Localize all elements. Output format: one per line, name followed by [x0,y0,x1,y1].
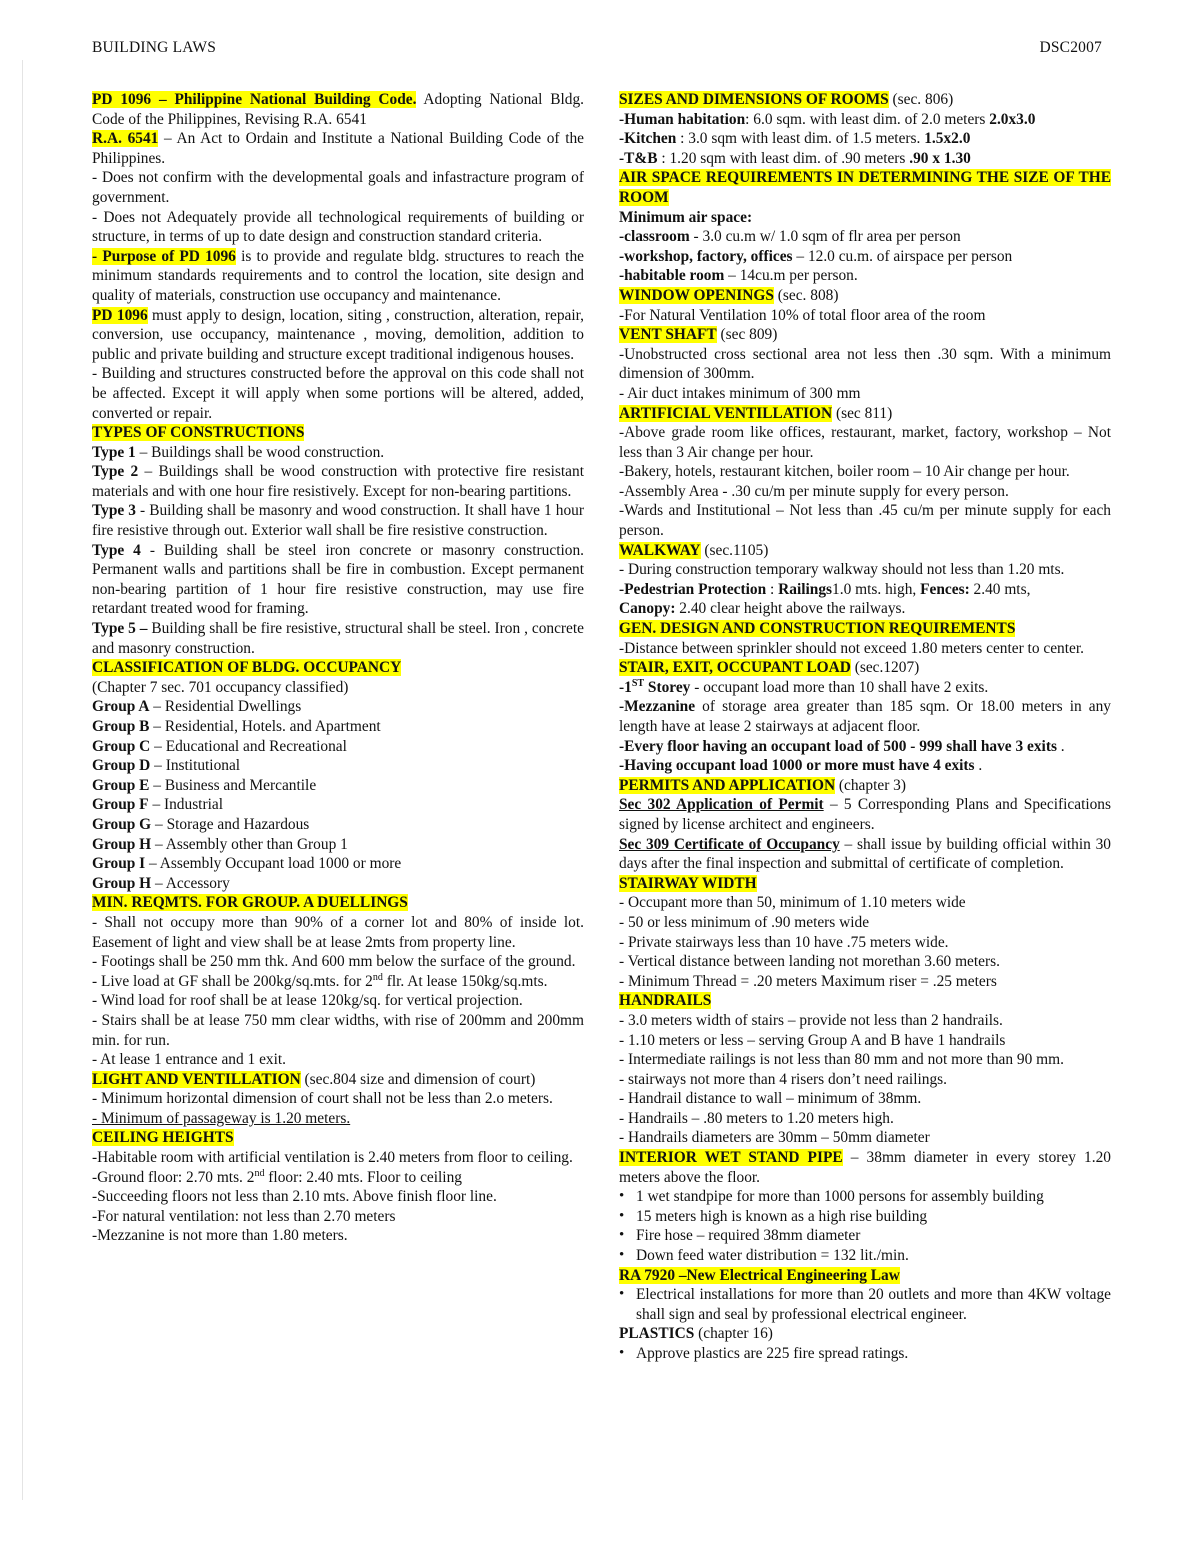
perm-2: Sec 309 Certificate of Occupancy – shall issue by building official within 30 days after the final inspection and submittal of certificate of completion. [619,835,1111,873]
min-heading: MIN. REQMTS. FOR GROUP. A DUELLINGS [92,894,408,912]
walk-1: - During construction temporary walkway should not less than 1.20 mts. [619,561,1065,579]
walk-2: -Pedestrian Protection : Railings1.0 mts. high, Fences: 2.40 mts, [619,580,1031,598]
sw-item: - Occupant more than 50, minimum of 1.10 meters wide [619,894,966,912]
group-item: Group H – Accessory [92,874,230,892]
ceil-3: -Succeeding floors not less than 2.10 mts. Above finish floor line. [92,1188,497,1206]
pd-title: PD 1096 – Philippine National Building Code. [92,91,417,108]
walk-heading: WALKWAY [619,541,701,559]
air-min: Minimum air space: [619,208,753,226]
dash-1: - Does not confirm with the developmental goals and infastracture program of government. [92,169,584,206]
pd-apply: PD 1096 must apply to design, location, siting , construction, alteration, repair, conversion, use occupancy, maintenance , moving, demolition, addition to public and private building and structure except traditional indigenous houses. [92,306,584,363]
list-item: • Approve plastics are 225 fire spread ratings. [636,1344,1111,1364]
min-2: - Footings shall be 250 mm thk. And 600 mm below the surface of the ground. [92,953,576,971]
air-heading: AIR SPACE REQUIREMENTS IN DETERMINING THE SIZE OF THE ROOM [619,169,1111,206]
kitchen-row: -Kitchen : 3.0 sqm with least dim. of 1.5 meters. 1.5x2.0 [619,130,971,148]
pd-intro: PD 1096 – Philippine National Building Code. Adopting National Bldg. Code of the Philippines, Revising R.A. 6541 [92,91,584,128]
art-2: -Bakery, hotels, restaurant kitchen, boiler room – 10 Air change per hour. [619,463,1070,481]
art-3: -Assembly Area - .30 cu/m per minute supply for every person. [619,482,1009,500]
type-item: Type 5 – Building shall be fire resistive, structural shall be steel. Iron , concrete and masonry construction. [92,620,584,657]
hr-item: - 1.10 meters or less – serving Group A and B have 1 handrails [619,1031,1006,1049]
stair-1: -1ST Storey - occupant load more than 10 shall have 2 exits. [619,677,989,696]
sizes-block: SIZES AND DIMENSIONS OF ROOMS (sec. 806) [619,91,954,108]
hr-item: - Handrail distance to wall – minimum of 38mm. [619,1090,922,1108]
gen-heading: GEN. DESIGN AND CONSTRUCTION REQUIREMENTS [619,620,1016,638]
vent-heading: VENT SHAFT [619,326,717,344]
ceil-5: -Mezzanine is not more than 1.80 meters. [92,1227,348,1245]
sw-item: - Vertical distance between landing not morethan 3.60 meters. [619,953,1000,971]
group-item: Group D – Institutional [92,757,241,775]
type-item: Type 1 – Buildings shall be wood construction. [92,443,385,461]
sw-item: - Private stairways less than 10 have .75 meters wide. [619,933,949,951]
air-1: -classroom - 3.0 cu.m w/ 1.0 sqm of flr area per person [619,228,961,246]
win-heading: WINDOW OPENINGS [619,286,774,304]
hr-item: - Intermediate railings is not less than 80 mm and not more than 90 mm. [619,1051,1064,1069]
list-item: • 1 wet standpipe for more than 1000 persons for assembly building [636,1187,1111,1207]
walk-block: WALKWAY (sec.1105) [619,541,769,559]
art-block: ARTIFICIAL VENTILLATION (sec 811) [619,404,893,422]
light-heading: LIGHT AND VENTILLATION [92,1070,301,1088]
dash-2: - Does not Adequately provide all technological requirements of building or structure, in terms of up to date design and construction standard criteria. [92,208,584,246]
hr-item: - Handrails diameters are 30mm – 50mm diameter [619,1129,930,1147]
right-column [619,90,1111,1364]
iw-list [619,1187,1111,1265]
light-block: LIGHT AND VENTILLATION (sec.804 size and dimension of court) [92,1070,536,1088]
vent-block: VENT SHAFT (sec 809) [619,326,778,344]
human-row: -Human habitation: 6.0 sqm. with least dim. of 2.0 meters 2.0x3.0 [619,110,1036,128]
ra-intro: R.A. 6541 – An Act to Ordain and Institute a National Building Code of the Philippines. [92,130,584,167]
ra-heading: RA 7920 –New Electrical Engineering Law [619,1266,900,1284]
plastics-heading: PLASTICS [619,1325,695,1343]
min-1: - Shall not occupy more than 90% of a corner lot and 80% of inside lot. Easement of light and view shall be at lease 2mts from property line. [92,913,584,951]
ra-list [619,1285,1111,1324]
list-item: • Fire hose – required 38mm diameter [636,1226,1111,1246]
ra-label: R.A. 6541 [92,130,159,148]
win-1: -For Natural Ventilation 10% of total floor area of the room [619,306,986,324]
ceil-2: -Ground floor: 2.70 mts. 2nd floor: 2.40 mts. Floor to ceiling [92,1167,462,1186]
vent-1: -Unobstructed cross sectional area not less then .30 sqm. With a minimum dimension of 300mm. [619,345,1111,383]
light-1: - Minimum horizontal dimension of court shall not be less than 2.o meters. [92,1090,553,1108]
page-edge-line [22,60,23,1500]
gen-1: -Distance between sprinkler should not exceed 1.80 meters center to center. [619,639,1084,657]
type-item: Type 3 - Building shall be masonry and wood construction. It shall have 1 hour fire resistive through out. Exterior wall shall be fire resistive construction. [92,502,584,540]
group-item: Group C – Educational and Recreational [92,737,347,755]
min-3: - Live load at GF shall be 200kg/sq.mts. for 2nd flr. At lease 150kg/sq.mts. [92,971,548,990]
vent-2: - Air duct intakes minimum of 300 mm [619,384,861,402]
light-2: - Minimum of passageway is 1.20 meters. [92,1109,351,1127]
list-item: • 15 meters high is known as a high rise building [636,1207,1111,1227]
sizes-heading: SIZES AND DIMENSIONS OF ROOMS [619,91,889,108]
art-heading: ARTIFICIAL VENTILLATION [619,404,833,422]
walk-3: Canopy: 2.40 clear height above the railways. [619,600,906,618]
perm-heading: PERMITS AND APPLICATION [619,776,836,794]
class-sub: (Chapter 7 sec. 701 occupancy classified) [92,678,349,696]
art-1: -Above grade room like offices, restaurant, market, factory, workshop – Not less than 3 Air change per hour. [619,424,1111,461]
art-4: -Wards and Institutional – Not less than .45 cu/m per minute supply for each person. [619,502,1111,540]
tb-row: -T&B : 1.20 sqm with least dim. of .90 meters .90 x 1.30 [619,149,971,167]
hr-item: - Handrails – .80 meters to 1.20 meters high. [619,1109,894,1127]
stair-heading: STAIR, EXIT, OCCUPANT LOAD [619,659,851,677]
stair-4: -Having occupant load 1000 or more must have 4 exits . [619,757,983,775]
hr-heading: HANDRAILS [619,992,712,1010]
group-item: Group F – Industrial [92,796,223,814]
class-heading: CLASSIFICATION OF BLDG. OCCUPANCY [92,659,402,677]
group-item: Group I – Assembly Occupant load 1000 or more [92,855,402,873]
sw-heading: STAIRWAY WIDTH [619,874,757,892]
header-left: BUILDING LAWS [92,39,217,56]
group-item: Group G – Storage and Hazardous [92,815,310,833]
win-block: WINDOW OPENINGS (sec. 808) [619,286,839,304]
perm-1: Sec 302 Application of Permit – 5 Corresponding Plans and Specifications signed by license architect and engineers. [619,796,1111,833]
plastics-list [619,1344,1111,1364]
hr-item: - 3.0 meters width of stairs – provide not less than 2 handrails. [619,1011,1003,1029]
ceil-heading: CEILING HEIGHTS [92,1129,234,1147]
group-item: Group H – Assembly other than Group 1 [92,835,348,853]
dash-3: - Building and structures constructed before the approval on this code shall not be affected. Except it will apply when some portions will be altered, added, converted or repair. [92,365,584,422]
iw-heading: INTERIOR WET STAND PIPE [619,1149,843,1167]
sw-item: - 50 or less minimum of .90 meters wide [619,913,870,931]
stair-block: STAIR, EXIT, OCCUPANT LOAD (sec.1207) [619,659,920,677]
group-item: Group B – Residential, Hotels. and Apartment [92,718,381,735]
min-5: - Stairs shall be at lease 750 mm clear widths, with rise of 200mm and 200mm min. for run. [92,1011,584,1049]
min-4: - Wind load for roof shall be at lease 120kg/sq. for vertical projection. [92,992,523,1010]
min-6: - At lease 1 entrance and 1 exit. [92,1051,287,1069]
type-item: Type 2 – Buildings shall be wood construction with protective fire resistant materials and with one hour fire resistively. Except for non-bearing partitions. [92,463,584,500]
iw-block: INTERIOR WET STAND PIPE – 38mm diameter in every storey 1.20 meters above the floor. [619,1149,1111,1186]
group-item: Group E – Business and Mercantile [92,776,317,794]
stair-3: -Every floor having an occupant load of 500 - 999 shall have 3 exits . [619,737,1065,755]
air-3: -habitable room – 14cu.m per person. [619,267,858,285]
list-item: • Electrical installations for more than 20 outlets and more than 4KW voltage shall sign and seal by professional electrical engineer. [636,1285,1111,1324]
type-item: Type 4 - Building shall be steel iron concrete or masonry construction. Permanent walls and partitions shall be fire in combustion. Except permanent non-bearing partition of 1 hour fire resistive construction, may use fire retardant treated wood for framing. [92,541,584,618]
purpose: - Purpose of PD 1096 is to provide and regulate bldg. structures to reach the minimum standards requirements and to control the location, site design and quality of materials, construction use occupancy and maintenance. [92,247,584,304]
hr-item: - stairways not more than 4 risers don’t need railings. [619,1070,947,1088]
perm-block: PERMITS AND APPLICATION (chapter 3) [619,776,906,794]
group-item: Group A – Residential Dwellings [92,698,302,716]
header-right: DSC2007 [1039,39,1102,56]
ceil-1: -Habitable room with artificial ventilation is 2.40 meters from floor to ceiling. [92,1149,573,1167]
plastics-block: PLASTICS (chapter 16) [619,1325,773,1343]
types-heading: TYPES OF CONSTRUCTIONS [92,424,305,442]
air-2: -workshop, factory, offices – 12.0 cu.m. of airspace per person [619,247,1013,265]
left-column [92,90,584,1246]
stair-2: -Mezzanine of storage area greater than 185 sqm. Or 18.00 meters in any length have at lease 2 stairways at adjacent floor. [619,698,1111,735]
ceil-4: -For natural ventilation: not less than 2.70 meters [92,1207,396,1225]
list-item: • Down feed water distribution = 132 lit./min. [636,1246,1111,1266]
sw-item: - Minimum Thread = .20 meters Maximum riser = .25 meters [619,972,997,990]
